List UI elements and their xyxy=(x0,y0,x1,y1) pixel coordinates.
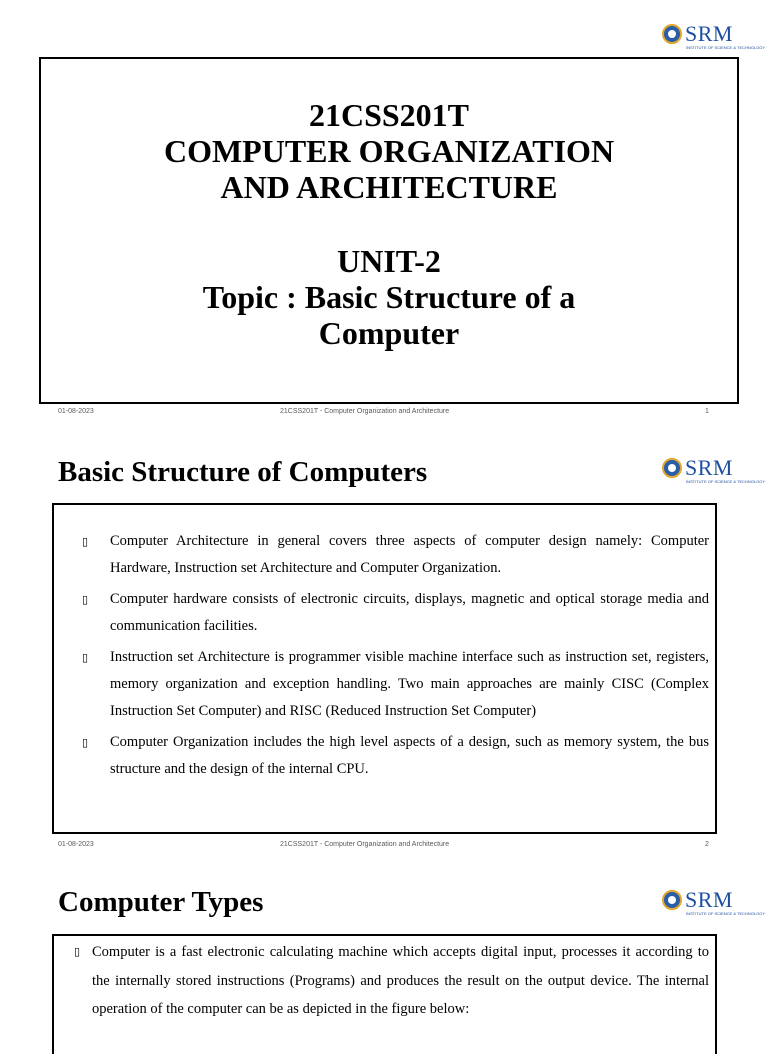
footer-date: 01-08-2023 xyxy=(58,408,94,415)
bullet-icon: ▯ xyxy=(82,535,89,548)
slide-3 xyxy=(0,870,768,1024)
srm-emblem-icon xyxy=(662,890,682,910)
bullet-item xyxy=(54,729,715,783)
logo-subtitle: INSTITUTE OF SCIENCE & TECHNOLOGY xyxy=(686,911,766,916)
logo-text: SRM xyxy=(685,887,733,912)
srm-logo xyxy=(662,887,766,916)
course-title-line-1: COMPUTER ORGANIZATION xyxy=(163,133,615,169)
bullet-item xyxy=(54,586,715,640)
unit-label: UNIT-2 xyxy=(337,243,441,279)
logo-text: SRM xyxy=(685,21,733,46)
logo-text: SRM xyxy=(685,455,733,480)
slide-heading: Basic Structure of Computers xyxy=(58,456,428,488)
bullet-icon: ▯ xyxy=(82,593,89,606)
footer-page: 1 xyxy=(705,408,709,415)
srm-emblem-icon xyxy=(662,24,682,44)
footer-date: 01-08-2023 xyxy=(58,841,94,848)
srm-logo xyxy=(662,21,766,50)
topic-line-2: Computer xyxy=(318,315,460,351)
bullet-text: Computer Architecture in general covers three aspects of computer design namely: Computer Hardware, Instruction set Architecture and Computer Organization. xyxy=(110,533,709,576)
content-box xyxy=(52,934,717,1054)
bullet-item xyxy=(54,528,715,582)
footer-course: 21CSS201T - Computer Organization and Architecture xyxy=(280,408,450,415)
course-code: 21CSS201T xyxy=(308,97,470,133)
title-box xyxy=(39,57,739,404)
slide-heading: Computer Types xyxy=(58,886,264,918)
srm-logo xyxy=(662,455,766,484)
course-title-line-2: AND ARCHITECTURE xyxy=(220,169,558,205)
topic-line-1: Topic : Basic Structure of a xyxy=(202,279,576,315)
content-box xyxy=(52,503,717,834)
bullet-item xyxy=(54,644,715,725)
bullet-text: Computer hardware consists of electronic circuits, displays, magnetic and optical storage media and communication facilities. xyxy=(110,591,709,634)
bullet-icon: ▯ xyxy=(82,736,89,749)
bullet-icon: ▯ xyxy=(82,651,89,664)
bullet-icon: ▯ xyxy=(74,945,81,958)
slide-2 xyxy=(0,436,768,861)
logo-subtitle: INSTITUTE OF SCIENCE & TECHNOLOGY xyxy=(686,45,766,50)
bullet-text: Computer is a fast electronic calculating machine which accepts digital input, processes it according to the internally stored instructions (Programs) and produces the result on the output device. The internal operation of the computer can be as depicted in the figure below: xyxy=(92,944,709,1017)
bullet-text: Instruction set Architecture is programmer visible machine interface such as instruction set, registers, memory organization and exception handling. Two main approaches are mainly CISC (Complex Instruction Set Computer) and RISC (Reduced Instruction Set Computer) xyxy=(110,649,709,719)
bullet-text: Computer Organization includes the high level aspects of a design, such as memory system, the bus structure and the design of the internal CPU. xyxy=(110,734,709,777)
logo-subtitle: INSTITUTE OF SCIENCE & TECHNOLOGY xyxy=(686,479,766,484)
slide-1 xyxy=(0,0,768,428)
footer-page: 2 xyxy=(705,841,709,848)
bullet-item xyxy=(54,938,715,1024)
footer-course: 21CSS201T - Computer Organization and Architecture xyxy=(280,841,450,848)
srm-emblem-icon xyxy=(662,458,682,478)
